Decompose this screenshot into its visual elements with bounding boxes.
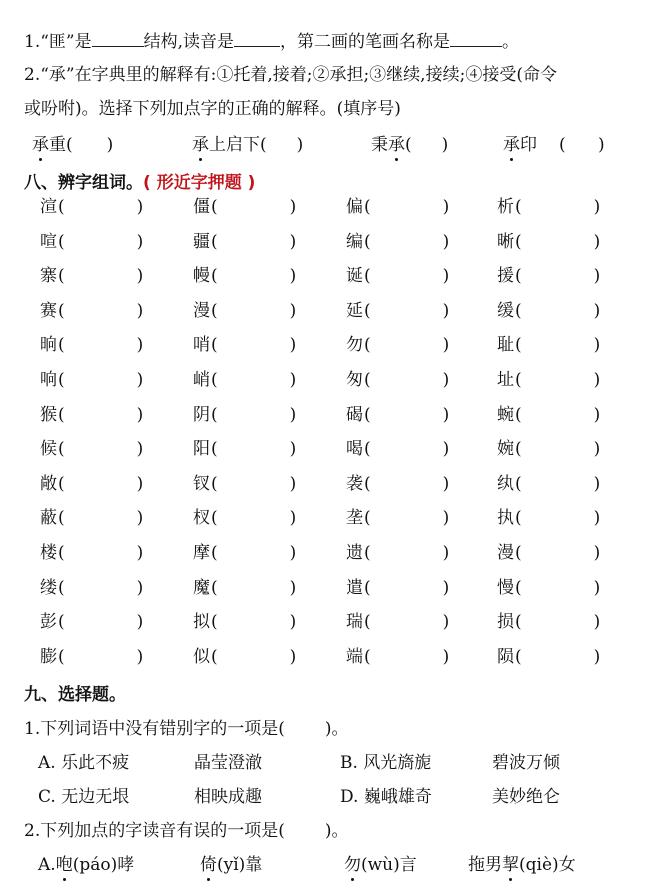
q2-item-1-close: ) <box>106 135 114 155</box>
q2-item-3-text: ( <box>405 135 412 155</box>
q2-option-a-prefix: A. <box>38 855 56 875</box>
close-paren: ) <box>442 232 450 252</box>
dotted-char: 承 <box>388 135 405 155</box>
grid-character: 哨 <box>193 335 210 355</box>
word-cell <box>40 577 143 599</box>
q2-option-d <box>468 854 576 876</box>
open-paren: ( <box>211 197 218 217</box>
close-paren: ) <box>442 439 450 459</box>
question-1 <box>24 30 519 53</box>
word-cell <box>346 507 449 529</box>
open-paren: ( <box>515 474 522 494</box>
q1-stem-text: 1.下列词语中没有错别字的一项是( <box>24 719 285 739</box>
open-paren: ( <box>211 543 218 563</box>
word-cell <box>497 646 600 668</box>
grid-character: 漫 <box>497 543 514 563</box>
option-c[interactable]: C. 无边无垠 <box>38 787 130 807</box>
word-cell <box>40 646 143 668</box>
word-cell <box>346 265 449 287</box>
grid-character: 延 <box>346 301 363 321</box>
close-paren: ) <box>442 647 450 667</box>
word-cell <box>193 507 296 529</box>
grid-character: 援 <box>497 266 514 286</box>
close-paren: ) <box>136 508 144 528</box>
open-paren: ( <box>364 612 371 632</box>
word-cell <box>193 611 296 633</box>
open-paren: ( <box>58 578 65 598</box>
open-paren: ( <box>364 405 371 425</box>
word-cell <box>497 334 600 356</box>
word-cell <box>40 507 143 529</box>
q2-option-a[interactable] <box>38 854 134 876</box>
option-a[interactable]: A. 乐此不疲 <box>38 753 130 773</box>
close-paren: ) <box>593 543 601 563</box>
q1-blank-structure[interactable] <box>92 30 144 47</box>
open-paren: ( <box>211 370 218 390</box>
close-paren: ) <box>593 474 601 494</box>
word-cell <box>346 231 449 253</box>
open-paren: ( <box>515 301 522 321</box>
word-cell <box>497 196 600 218</box>
section-8-title: 八、辨字组词。 <box>24 173 143 193</box>
word-cell <box>346 646 449 668</box>
grid-character: 幔 <box>193 266 210 286</box>
open-paren: ( <box>58 474 65 494</box>
open-paren: ( <box>515 508 522 528</box>
close-paren: ) <box>136 543 144 563</box>
open-paren: ( <box>515 266 522 286</box>
q1-blank-stroke[interactable] <box>450 30 502 47</box>
grid-character: 峭 <box>193 370 210 390</box>
grid-character: 阴 <box>193 405 210 425</box>
open-paren: ( <box>515 232 522 252</box>
q1-blank-pinyin[interactable] <box>234 30 280 47</box>
open-paren: ( <box>58 197 65 217</box>
dotted-char: 勿 <box>344 855 361 875</box>
grid-character: 似 <box>193 647 210 667</box>
word-cell <box>497 369 600 391</box>
close-paren: ) <box>593 405 601 425</box>
close-paren: ) <box>289 439 297 459</box>
close-paren: ) <box>289 543 297 563</box>
q1-text-1: 1.“匪”是 <box>24 32 92 52</box>
word-cell <box>40 473 143 495</box>
open-paren: ( <box>58 301 65 321</box>
open-paren: ( <box>515 543 522 563</box>
grid-character: 慢 <box>497 578 514 598</box>
grid-character: 匆 <box>346 370 363 390</box>
open-paren: ( <box>58 232 65 252</box>
grid-character: 阳 <box>193 439 210 459</box>
section-8-subtitle: ( 形近字押题 ) <box>143 173 256 193</box>
grid-character: 僵 <box>193 197 210 217</box>
word-cell <box>497 404 600 426</box>
section-9-title: 九、选择题。 <box>24 685 126 705</box>
q2-item-2-text: 上启下( <box>209 135 267 155</box>
open-paren: ( <box>515 439 522 459</box>
grid-character: 赛 <box>40 301 57 321</box>
grid-character: 袭 <box>346 474 363 494</box>
close-paren: ) <box>442 266 450 286</box>
word-cell <box>40 265 143 287</box>
open-paren: ( <box>211 647 218 667</box>
word-cell <box>346 404 449 426</box>
close-paren: ) <box>442 474 450 494</box>
grid-character: 膨 <box>40 647 57 667</box>
grid-character: 敞 <box>40 474 57 494</box>
open-paren: ( <box>364 508 371 528</box>
q2-option-b-rest: (yǐ)靠 <box>217 855 263 875</box>
word-cell <box>193 265 296 287</box>
grid-character: 摩 <box>193 543 210 563</box>
q1-text-3: ，第二画的笔画名称是 <box>280 32 451 52</box>
close-paren: ) <box>136 335 144 355</box>
q2-option-c <box>344 854 417 876</box>
close-paren: ) <box>593 370 601 390</box>
close-paren: ) <box>136 266 144 286</box>
q2-item-2 <box>192 134 303 156</box>
open-paren: ( <box>364 197 371 217</box>
close-paren: ) <box>289 197 297 217</box>
close-paren: ) <box>289 508 297 528</box>
open-paren: ( <box>364 301 371 321</box>
grid-character: 遗 <box>346 543 363 563</box>
grid-character: 蔽 <box>40 508 57 528</box>
word-cell <box>40 542 143 564</box>
close-paren: ) <box>289 647 297 667</box>
open-paren: ( <box>211 266 218 286</box>
q2-item-4-text: 印 <box>520 135 537 155</box>
close-paren: ) <box>289 474 297 494</box>
open-paren: ( <box>211 474 218 494</box>
close-paren: ) <box>289 301 297 321</box>
grid-character: 渲 <box>40 197 57 217</box>
q2-item-2-close: ) <box>296 135 304 155</box>
open-paren: ( <box>515 405 522 425</box>
grid-character: 疆 <box>193 232 210 252</box>
question-2-line-2: 或吩咐)。选择下列加点字的正确的解释。(填序号) <box>24 99 401 119</box>
q2-item-1-text: 重( <box>49 135 73 155</box>
close-paren: ) <box>289 612 297 632</box>
option-c-word-2: 相映成趣 <box>194 787 262 807</box>
q2-option-b <box>200 854 262 876</box>
q2-option-d-prefix: 拖男 <box>468 855 502 875</box>
q2-item-4-close[interactable]: ( ) <box>559 135 605 155</box>
open-paren: ( <box>58 266 65 286</box>
open-paren: ( <box>364 647 371 667</box>
open-paren: ( <box>58 543 65 563</box>
close-paren: ) <box>289 405 297 425</box>
word-cell <box>40 231 143 253</box>
q2-item-4 <box>503 134 605 156</box>
close-paren: ) <box>442 578 450 598</box>
question-2-line-1: 2.“承”在字典里的解释有:①托着,接着;②承担;③继续,接续;④接受(命令 <box>24 65 557 85</box>
option-d[interactable]: D. 巍峨雄奇 <box>340 787 432 807</box>
q1-text-4: 。 <box>502 32 520 52</box>
open-paren: ( <box>211 301 218 321</box>
word-cell <box>497 473 600 495</box>
close-paren: ) <box>442 508 450 528</box>
close-paren: ) <box>442 543 450 563</box>
word-cell <box>193 369 296 391</box>
q2-option-d-rest: (qiè)女 <box>519 855 576 875</box>
close-paren: ) <box>593 439 601 459</box>
q2-item-1 <box>32 134 113 156</box>
word-cell <box>497 265 600 287</box>
close-paren: ) <box>593 335 601 355</box>
grid-character: 损 <box>497 612 514 632</box>
grid-character: 寨 <box>40 266 57 286</box>
word-cell <box>346 542 449 564</box>
open-paren: ( <box>58 612 65 632</box>
word-cell <box>193 577 296 599</box>
grid-character: 陨 <box>497 647 514 667</box>
word-cell <box>193 300 296 322</box>
grid-character: 诞 <box>346 266 363 286</box>
word-cell <box>346 611 449 633</box>
close-paren: ) <box>442 370 450 390</box>
word-cell <box>497 542 600 564</box>
word-cell <box>193 334 296 356</box>
word-cell <box>193 542 296 564</box>
grid-character: 魔 <box>193 578 210 598</box>
grid-character: 晌 <box>40 335 57 355</box>
word-cell <box>193 438 296 460</box>
q2-option-a-rest: (páo)哮 <box>72 855 135 875</box>
q2-stem-text: 2.下列加点的字读音有误的一项是( <box>24 821 285 841</box>
close-paren: ) <box>442 301 450 321</box>
word-cell <box>346 334 449 356</box>
open-paren: ( <box>364 543 371 563</box>
open-paren: ( <box>211 232 218 252</box>
word-cell <box>40 404 143 426</box>
open-paren: ( <box>364 335 371 355</box>
word-cell <box>193 473 296 495</box>
dotted-char: 咆 <box>55 855 73 875</box>
grid-character: 缓 <box>497 301 514 321</box>
grid-character: 蜿 <box>497 405 514 425</box>
q2-item-3-close: ) <box>441 135 449 155</box>
close-paren: ) <box>289 232 297 252</box>
grid-character: 耻 <box>497 335 514 355</box>
word-cell <box>40 196 143 218</box>
grid-character: 纨 <box>497 474 514 494</box>
close-paren: ) <box>136 578 144 598</box>
close-paren: ) <box>593 508 601 528</box>
word-cell <box>497 438 600 460</box>
open-paren: ( <box>211 612 218 632</box>
open-paren: ( <box>58 370 65 390</box>
section-9-q1-stem <box>24 718 349 740</box>
open-paren: ( <box>58 508 65 528</box>
open-paren: ( <box>58 647 65 667</box>
word-cell <box>346 369 449 391</box>
grid-character: 析 <box>497 197 514 217</box>
q1-stem-end: )。 <box>324 719 349 739</box>
grid-character: 婉 <box>497 439 514 459</box>
open-paren: ( <box>211 439 218 459</box>
open-paren: ( <box>515 578 522 598</box>
close-paren: ) <box>593 197 601 217</box>
close-paren: ) <box>289 578 297 598</box>
word-cell <box>497 507 600 529</box>
close-paren: ) <box>289 335 297 355</box>
close-paren: ) <box>136 439 144 459</box>
word-cell <box>193 196 296 218</box>
dotted-char: 挈 <box>502 855 519 875</box>
open-paren: ( <box>515 612 522 632</box>
open-paren: ( <box>364 266 371 286</box>
open-paren: ( <box>211 578 218 598</box>
open-paren: ( <box>58 405 65 425</box>
close-paren: ) <box>136 405 144 425</box>
word-cell <box>346 196 449 218</box>
close-paren: ) <box>136 197 144 217</box>
close-paren: ) <box>593 578 601 598</box>
word-cell <box>40 334 143 356</box>
grid-character: 猴 <box>40 405 57 425</box>
q2-item-3 <box>371 134 448 156</box>
close-paren: ) <box>136 474 144 494</box>
grid-character: 缕 <box>40 578 57 598</box>
open-paren: ( <box>515 335 522 355</box>
grid-character: 拟 <box>193 612 210 632</box>
open-paren: ( <box>58 335 65 355</box>
close-paren: ) <box>136 370 144 390</box>
close-paren: ) <box>593 647 601 667</box>
open-paren: ( <box>364 232 371 252</box>
grid-character: 瑞 <box>346 612 363 632</box>
dotted-char: 承 <box>32 135 49 155</box>
word-cell <box>193 646 296 668</box>
option-b-word-2: 碧波万倾 <box>492 753 560 773</box>
word-cell <box>193 231 296 253</box>
close-paren: ) <box>442 335 450 355</box>
open-paren: ( <box>515 647 522 667</box>
option-a-word-2: 晶莹澄澈 <box>194 753 262 773</box>
open-paren: ( <box>364 578 371 598</box>
grid-character: 喧 <box>40 232 57 252</box>
grid-character: 端 <box>346 647 363 667</box>
word-cell <box>346 473 449 495</box>
grid-character: 遣 <box>346 578 363 598</box>
word-cell <box>193 404 296 426</box>
q2-stem-end: )。 <box>324 821 349 841</box>
close-paren: ) <box>442 612 450 632</box>
close-paren: ) <box>442 197 450 217</box>
open-paren: ( <box>211 405 218 425</box>
dotted-char: 倚 <box>200 855 217 875</box>
grid-character: 碣 <box>346 405 363 425</box>
word-cell <box>497 300 600 322</box>
option-b[interactable]: B. 风光旖旎 <box>340 753 432 773</box>
section-9-q2-stem <box>24 820 349 842</box>
close-paren: ) <box>136 612 144 632</box>
close-paren: ) <box>593 232 601 252</box>
grid-character: 编 <box>346 232 363 252</box>
word-cell <box>40 611 143 633</box>
grid-character: 垄 <box>346 508 363 528</box>
grid-character: 楼 <box>40 543 57 563</box>
option-d-word-2: 美妙绝仑 <box>492 787 560 807</box>
grid-character: 晰 <box>497 232 514 252</box>
close-paren: ) <box>593 301 601 321</box>
open-paren: ( <box>364 474 371 494</box>
grid-character: 响 <box>40 370 57 390</box>
word-cell <box>40 369 143 391</box>
open-paren: ( <box>211 335 218 355</box>
close-paren: ) <box>136 301 144 321</box>
close-paren: ) <box>136 232 144 252</box>
q1-text-2: 结构,读音是 <box>143 32 235 52</box>
section-8-heading <box>24 172 255 194</box>
close-paren: ) <box>442 405 450 425</box>
close-paren: ) <box>593 266 601 286</box>
grid-character: 候 <box>40 439 57 459</box>
dotted-char: 承 <box>503 135 520 155</box>
q2-option-c-rest: (wù)言 <box>361 855 417 875</box>
grid-character: 执 <box>497 508 514 528</box>
word-cell <box>497 611 600 633</box>
open-paren: ( <box>58 439 65 459</box>
q2-item-3-prefix: 秉 <box>371 135 388 155</box>
close-paren: ) <box>136 647 144 667</box>
grid-character: 彭 <box>40 612 57 632</box>
grid-character: 喝 <box>346 439 363 459</box>
grid-character: 杈 <box>193 508 210 528</box>
open-paren: ( <box>211 508 218 528</box>
word-cell <box>40 300 143 322</box>
word-cell <box>40 438 143 460</box>
close-paren: ) <box>289 266 297 286</box>
word-cell <box>497 577 600 599</box>
grid-character: 勿 <box>346 335 363 355</box>
grid-character: 址 <box>497 370 514 390</box>
open-paren: ( <box>364 370 371 390</box>
dotted-char: 承 <box>192 135 209 155</box>
grid-character: 钗 <box>193 474 210 494</box>
close-paren: ) <box>593 612 601 632</box>
open-paren: ( <box>515 370 522 390</box>
open-paren: ( <box>364 439 371 459</box>
word-cell <box>346 577 449 599</box>
grid-character: 漫 <box>193 301 210 321</box>
word-cell <box>346 300 449 322</box>
word-cell <box>346 438 449 460</box>
open-paren: ( <box>515 197 522 217</box>
grid-character: 偏 <box>346 197 363 217</box>
word-cell <box>497 231 600 253</box>
close-paren: ) <box>289 370 297 390</box>
